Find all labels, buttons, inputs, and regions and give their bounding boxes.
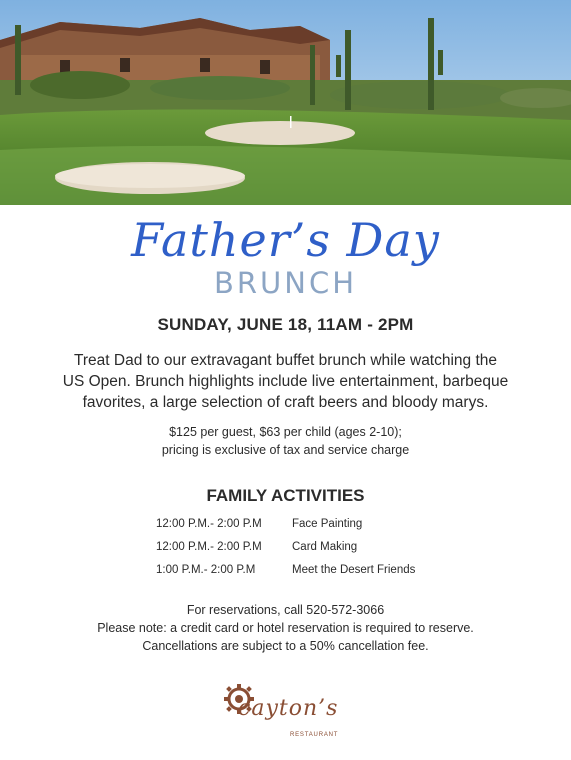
pricing-line: $125 per guest, $63 per child (ages 2-10); [169, 425, 402, 439]
activity-row [156, 562, 476, 585]
logo-subtitle: RESTAURANT [290, 732, 339, 738]
activity-name: Meet the Desert Friends [292, 564, 416, 576]
activity-time: 12:00 P.M.- 2:00 P.M [156, 541, 262, 553]
pricing-line: pricing is exclusive of tax and service charge [161, 443, 410, 457]
event-date: SUNDAY, JUNE 18, 11AM - 2PM [157, 315, 414, 334]
pricing-info [0, 423, 571, 459]
reservation-info [0, 601, 571, 655]
description-line: favorites, a large selection of craft beers and bloody marys. [82, 394, 489, 411]
hero-image [0, 0, 571, 205]
activity-row [156, 516, 476, 539]
activity-time: 12:00 P.M.- 2:00 P.M [156, 518, 262, 530]
title-brunch: BRUNCH [213, 266, 358, 300]
reservation-line: For reservations, call 520-572-3066 [186, 603, 385, 617]
description-line: Treat Dad to our extravagant buffet brunch while watching the [73, 352, 498, 369]
logo-wordmark: cayton’s [238, 696, 339, 721]
reservation-line: Cancellations are subject to a 50% cancellation fee. [142, 639, 429, 653]
activity-time: 1:00 P.M.- 2:00 P.M [156, 564, 256, 576]
family-activities-heading: FAMILY ACTIVITIES [206, 486, 365, 505]
activity-row [156, 539, 476, 562]
activity-name: Card Making [292, 541, 358, 553]
description-line: US Open. Brunch highlights include live entertainment, barbeque [62, 373, 509, 390]
activities-list [156, 516, 476, 585]
caytons-logo [224, 684, 364, 748]
title-fathers-day: Father’s Day [131, 213, 440, 267]
event-description [30, 350, 541, 413]
reservation-line: Please note: a credit card or hotel reservation is required to reserve. [97, 621, 474, 635]
activity-name: Face Painting [292, 518, 363, 530]
